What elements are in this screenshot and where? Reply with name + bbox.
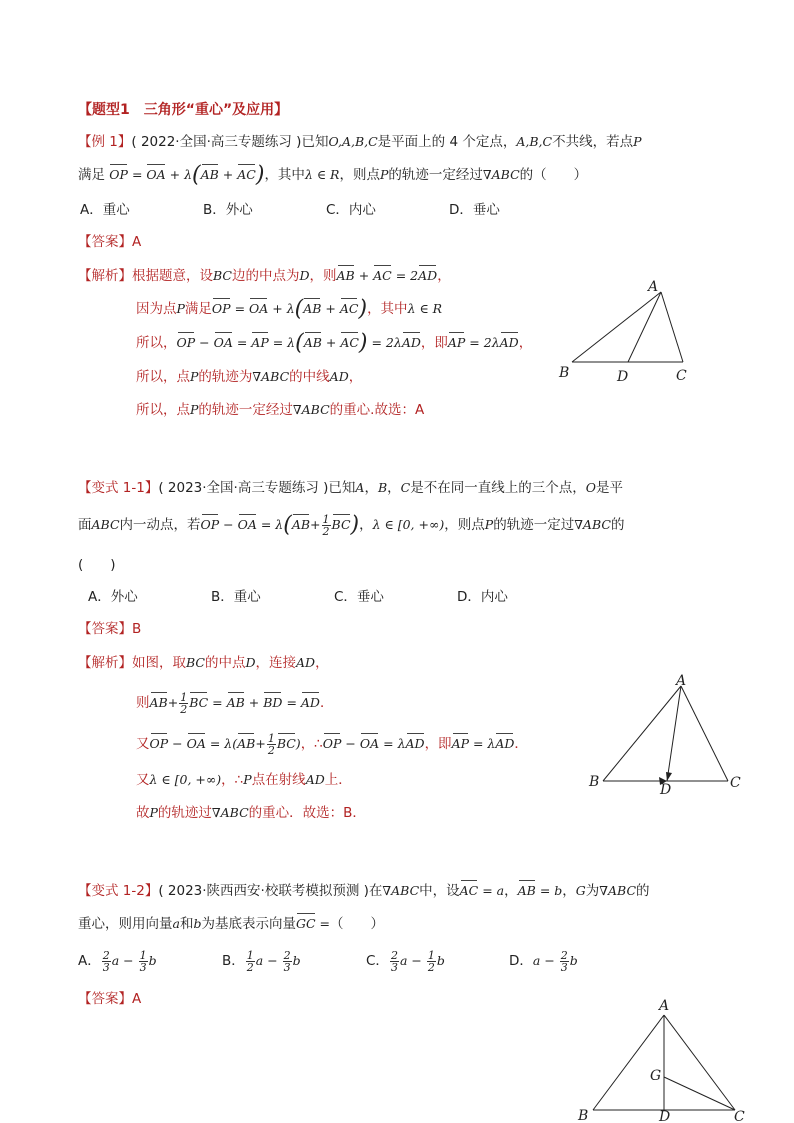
- variant-1-2-line-1: 【变式 1-2】( 2023·陕西西安·校联考模拟预测 )在∇ABC中，设AC = a，AB = b，G为∇ABC的: [78, 883, 650, 899]
- variant-1-1-paren: ( ): [78, 557, 116, 573]
- example-1-solution-line-5: 所以，点P的轨迹一定经过∇ABC的重心.故选：A: [136, 402, 425, 418]
- example-1-answer: 【答案】A: [78, 234, 142, 250]
- variant-1-1-solution-line-2: 则AB+ $\frac{1}{2}$ BC = AB + BD = AD．: [136, 691, 334, 716]
- variant-1-2-tag: 【变式 1-2】: [78, 883, 159, 899]
- variant-1-1-condition-formula: OP − OA = λ(AB+ $\frac{1}{2}$ BC): [200, 512, 360, 538]
- variant-1-2-option-d: D．a − $\frac{2}{3}$ b: [509, 949, 578, 974]
- fig1-label-c: C: [676, 368, 687, 384]
- variant-1-2-option-a: A． $\frac{2}{3}$ a − $\frac{1}{3}$ b: [78, 949, 157, 974]
- variant-1-1-solution-line-3: 又OP − OA = λ(AB+ $\frac{1}{2}$ BC)，∴OP − OA = λAD，即AP = λAD．: [136, 732, 528, 757]
- example-1-option-b: B．外心: [203, 202, 253, 218]
- example-1-condition-formula: OP = OA + λ(AB + AC): [109, 162, 265, 188]
- variant-1-1-line-2: 面ABC内一动点，若OP − OA = λ(AB+ $\frac{1}{2}$ BC)，λ ∈ [0, +∞)，则点P的轨迹一定过∇ABC的: [78, 512, 625, 538]
- variant-1-1-option-b: B．重心: [211, 589, 261, 605]
- fig3-label-b: B: [578, 1108, 589, 1123]
- variant-1-2-line-2: 重心，则用向量a和b为基底表示向量GC =（ ）: [78, 916, 384, 932]
- fig2-label-d: D: [660, 782, 672, 798]
- example-1-option-d: D．垂心: [449, 202, 500, 218]
- example-1-option-a: A．重心: [80, 202, 130, 218]
- fig1-label-b: B: [559, 365, 570, 381]
- variant-1-1-option-a: A．外心: [88, 589, 138, 605]
- section-title: 【题型1 三角形“重心”及应用】: [78, 102, 289, 118]
- variant-1-1-tag: 【变式 1-1】: [78, 480, 159, 496]
- variant-1-2-option-b: B． $\frac{1}{2}$ a − $\frac{2}{3}$ b: [222, 949, 301, 974]
- fig1-label-a: A: [648, 279, 659, 295]
- variant-1-1-solution-tag: 【解析】: [78, 655, 132, 671]
- example-1-solution-line-2: 因为点P满足OP = OA + λ(AB + AC)，其中λ ∈ R: [136, 296, 443, 322]
- fig2-label-c: C: [730, 775, 741, 791]
- fig2-label-b: B: [589, 774, 600, 790]
- variant-1-1-line-1: 【变式 1-1】( 2023·全国·高三专题练习 )已知A，B，C是不在同一直线上的三个点，O是平: [78, 480, 623, 496]
- variant-1-2-option-c: C． $\frac{2}{3}$ a − $\frac{1}{2}$ b: [366, 949, 445, 974]
- example-1-solution-line-3: 所以，OP − OA = AP = λ(AB + AC) = 2λAD，即AP = 2λAD，: [136, 330, 533, 356]
- example-1-solution-line-4: 所以，点P的轨迹为∇ABC的中线AD，: [136, 369, 363, 385]
- fig3-label-c: C: [734, 1109, 745, 1123]
- variant-1-1-option-c: C．垂心: [334, 589, 384, 605]
- variant-1-1-solution-line-1: 【解析】如图，取BC的中点D，连接AD，: [78, 655, 329, 671]
- fig1-label-d: D: [617, 369, 629, 385]
- variant-1-1-answer: 【答案】B: [78, 621, 142, 637]
- fig3-label-g: G: [650, 1068, 662, 1084]
- fig2-label-a: A: [676, 673, 687, 689]
- example-1-line-2: 满足 OP = OA + λ(AB + AC)，其中λ ∈ R，则点P的轨迹一定经过∇ABC的（ ）: [78, 162, 588, 188]
- example-1-tag: 【例 1】: [78, 134, 132, 150]
- example-1-solution-tag: 【解析】: [78, 268, 132, 284]
- variant-1-1-option-d: D．内心: [457, 589, 508, 605]
- example-1-solution-line-1: 【解析】根据题意，设BC边的中点为D，则AB + AC = 2AD，: [78, 268, 451, 284]
- variant-1-2-answer: 【答案】A: [78, 991, 142, 1007]
- variant-1-1-solution-line-5: 故P的轨迹过∇ABC的重心．故选：B．: [136, 805, 366, 821]
- variant-1-1-solution-line-4: 又λ ∈ [0, +∞)，∴P点在射线AD上．: [136, 772, 352, 788]
- example-1-option-c: C．内心: [326, 202, 376, 218]
- example-1-line-1: 【例 1】( 2022·全国·高三专题练习 )已知O,A,B,C是平面上的 4 个定点，A,B,C不共线，若点P: [78, 134, 642, 150]
- fig3-label-d: D: [659, 1109, 671, 1123]
- fig3-label-a: A: [659, 998, 670, 1014]
